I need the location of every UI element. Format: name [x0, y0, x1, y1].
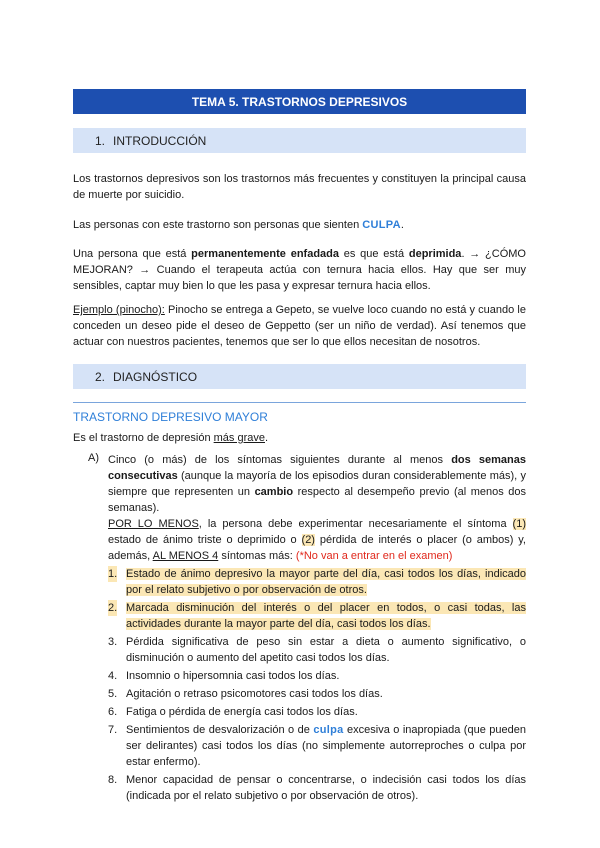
section-label: DIAGNÓSTICO [113, 369, 198, 384]
list-item: 8. Menor capacidad de pensar o concentrarse, o indecisión casi todos los días (indicada por el relato subjetivo o por observación de otros). [108, 774, 526, 802]
list-item: 4. Insomnio o hipersomnia casi todos los días. [108, 670, 340, 682]
list-item: 5. Agitación o retraso psicomotores casi todos los días. [108, 688, 383, 700]
minimum-symptoms-paragraph: POR LO MENOS, la persona debe experimentar necesariamente el síntoma (1) estado de ánimo triste o deprimido o (2) pérdida de interés o placer (o ambos) y, además, AL MENOS 4 síntomas más: (*No van a entrar en el examen) [108, 518, 526, 562]
keyword-culpa: culpa [313, 724, 344, 736]
section-number: 1. [95, 133, 106, 148]
symptom-list [108, 566, 526, 806]
section-header-diagnostico [73, 364, 526, 389]
section-label: INTRODUCCIÓN [113, 133, 207, 148]
criterion-a-label: A) [88, 452, 99, 464]
divider [73, 402, 526, 403]
intro-paragraph-2: Las personas con este trastorno son personas que sienten CULPA. [73, 219, 404, 231]
exam-note: (*No van a entrar en el examen) [295, 550, 453, 562]
list-item: 6. Fatiga o pérdida de energía casi todos los días. [108, 706, 358, 718]
intro-paragraph-3: Una persona que está permanentemente enfadada es que está deprimida. → ¿CÓMO MEJORAN? → Cuando el terapeuta actúa con ternura hacia ellos. Hay que ser muy sensibles, captar muy bien lo que les pasa y expresar ternura hacia ellos. [73, 248, 526, 292]
list-item: 7. Sentimientos de desvalorización o de culpa excesiva o inapropiada (que pueden ser delirantes) casi todos los días (no simplemente autorreproches o culpa por estar enfermo). [108, 724, 526, 768]
section-number: 2. [95, 369, 106, 384]
subheading-trastorno-depresivo-mayor: TRASTORNO DEPRESIVO MAYOR [73, 410, 268, 424]
page-title: TEMA 5. TRASTORNOS DEPRESIVOS [73, 89, 526, 114]
example-label: Ejemplo (pinocho): [73, 304, 165, 316]
keyword-culpa: CULPA [362, 219, 401, 231]
list-item: 3. Pérdida significativa de peso sin estar a dieta o aumento significativo, o disminución o aumento del apetito casi todos los días. [108, 636, 526, 664]
intro-example-paragraph: Ejemplo (pinocho): Pinocho se entrega a Gepeto, se vuelve loco cuando no está y cuando le conceden un deseo pide el deseo de Geppetto (ser un niño de verdad). Así tenemos que actuar con nuestros pacientes, tenemos que ser lo que ellos necesitan de nosotros. [73, 304, 526, 348]
section-header-introduccion [73, 128, 526, 153]
criterion-a-text: Cinco (o más) de los síntomas siguientes durante al menos dos semanas consecutivas (aunque la mayoría de los episodios duran considerablemente más), y siempre que representen un cambio respecto al desempeño previo (al menos dos semanas). [108, 454, 526, 514]
list-item: 1. Estado de ánimo depresivo la mayor parte del día, casi todos los días, indicado por el relato subjetivo o por observación de otros. [108, 568, 526, 596]
intro-paragraph-1: Los trastornos depresivos son los trastornos más frecuentes y constituyen la principal causa de muerte por suicidio. [73, 173, 526, 201]
list-item: 2. Marcada disminución del interés o del placer en todos, o casi todas, las actividades durante la mayor parte del día, casi todos los días. [108, 602, 526, 630]
definition-paragraph: Es el trastorno de depresión más grave. [73, 432, 269, 444]
